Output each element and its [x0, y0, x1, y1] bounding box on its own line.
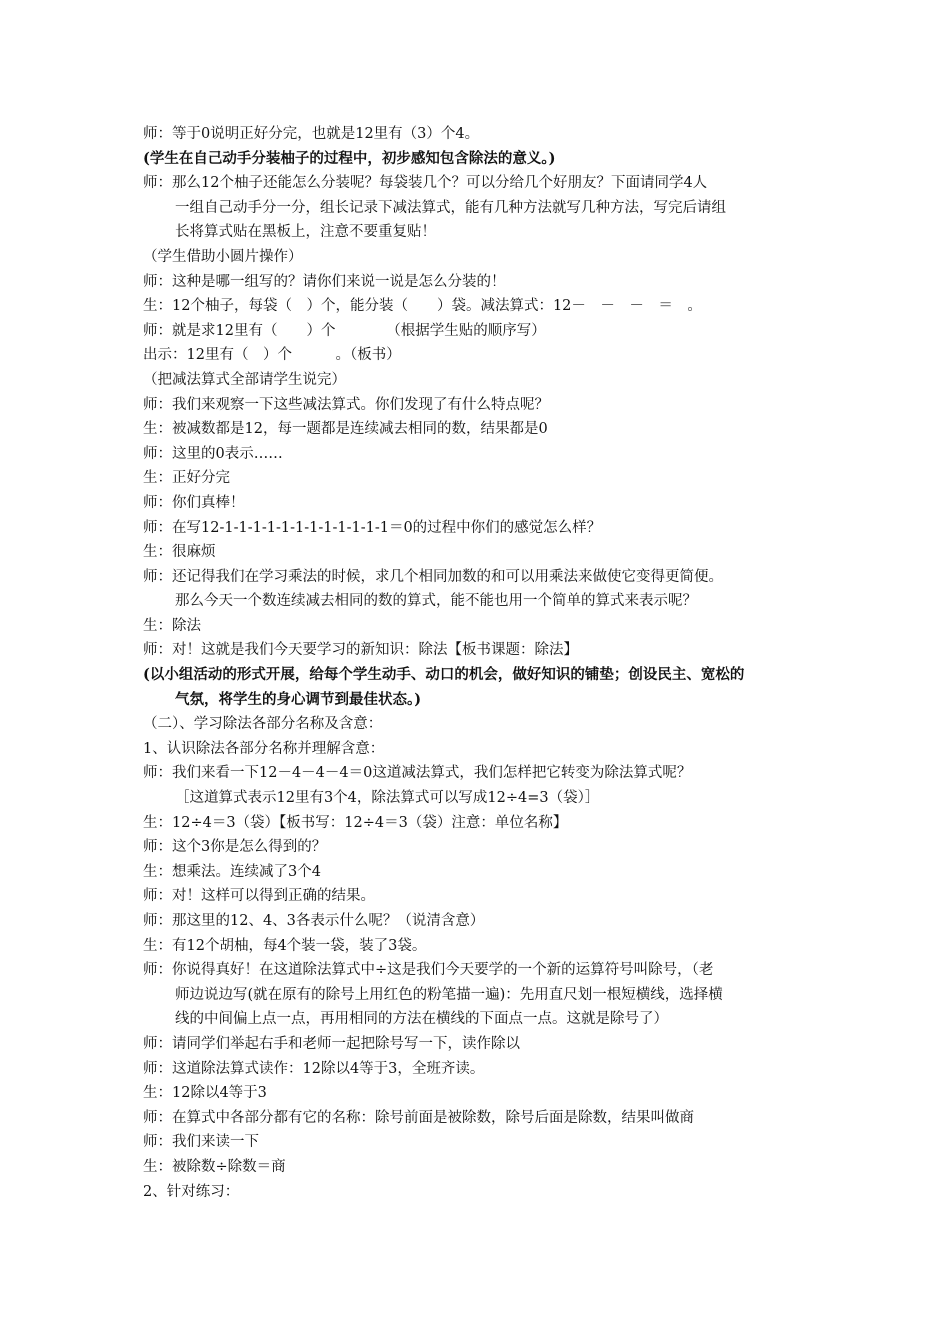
- text-line: 生：被除数÷除数＝商: [143, 1158, 286, 1175]
- lesson-text: [143, 122, 815, 1204]
- text-line: 师：你说得真好！在这道除法算式中÷这是我们今天要学的一个新的运算符号叫除号，（老: [143, 962, 714, 979]
- text-line: 线的中间偏上点一点，再用相同的方法在横线的下面点一点。这就是除号了）: [175, 1011, 668, 1028]
- text-line: 师：我们来看一下12－4－4－4＝0这道减法算式，我们怎样把它转变为除法算式呢？: [143, 765, 692, 782]
- text-line: 生：被减数都是12，每一题都是连续减去相同的数，结果都是0: [143, 421, 548, 438]
- text-line: 生：12÷4＝3（袋）【板书写：12÷4＝3（袋）注意：单位名称】: [143, 814, 568, 831]
- text-line: （二）、学习除法各部分名称及含意：: [143, 716, 383, 733]
- text-line: 生：有12个胡柚，每4个装一袋，装了3袋。: [143, 937, 427, 954]
- text-line: 生：12个柚子，每袋（ ）个，能分装（ ）袋。减法算式：12－ － － ＝ 。: [143, 298, 702, 315]
- text-line: 师：这个3你是怎么得到的？: [143, 839, 327, 856]
- text-line: 生：正好分完: [143, 470, 230, 487]
- text-line: 师：你们真棒！: [143, 494, 245, 511]
- text-line: 一组自己动手分一分，组长记录下减法算式，能有几种方法就写几种方法，写完后请组: [175, 199, 726, 216]
- text-line: 生：除法: [143, 617, 201, 634]
- text-line: 生：12除以4等于3: [143, 1085, 267, 1102]
- text-line: 师边说边写(就在原有的除号上用红色的粉笔描一遍)：先用直尺划一根短横线，选择横: [175, 986, 723, 1003]
- text-line: 师：这里的0表示……: [143, 445, 283, 462]
- text-line: 师：这道除法算式读作：12除以4等于3，全班齐读。: [143, 1060, 485, 1077]
- text-line: 师：在算式中各部分都有它的名称：除号前面是被除数，除号后面是除数，结果叫做商: [143, 1109, 694, 1126]
- text-line: （把减法算式全部请学生说完）: [143, 371, 346, 388]
- text-line: 师：对！这样可以得到正确的结果。: [143, 888, 375, 905]
- text-line: (学生在自己动手分装柚子的过程中，初步感知包含除法的意义。): [143, 149, 556, 167]
- text-line: 2、针对练习：: [143, 1183, 240, 1200]
- text-line: 师：在写12-1-1-1-1-1-1-1-1-1-1-1-1＝0的过程中你们的感觉怎么样？: [143, 519, 602, 536]
- text-line: 师：还记得我们在学习乘法的时候，求几个相同加数的和可以用乘法来做使它变得更简便。: [143, 568, 723, 585]
- text-line: 师：这种是哪一组写的？请你们来说一说是怎么分装的！: [143, 273, 506, 290]
- text-line: 师：等于0说明正好分完，也就是12里有（3）个4。: [143, 126, 480, 142]
- text-line: 师：那么12个柚子还能怎么分装呢？每袋装几个？可以分给几个好朋友？下面请同学4人: [143, 175, 708, 192]
- text-line: 师：那这里的12、4、3各表示什么呢？（说清含意）: [143, 913, 485, 929]
- text-line: 师：请同学们举起右手和老师一起把除号写一下，读作除以: [143, 1035, 520, 1052]
- text-line: （学生借助小圆片操作）: [143, 248, 303, 265]
- text-line: 生：很麻烦: [143, 544, 216, 561]
- text-line: 师：对！这就是我们今天要学习的新知识：除法【板书课题：除法】: [143, 642, 578, 659]
- text-line: 师：我们来读一下: [143, 1134, 259, 1151]
- text-line: 出示：12里有（ ）个 。（板书）: [143, 347, 401, 364]
- text-line: 师：就是求12里有（ ）个 （根据学生贴的顺序写）: [143, 322, 546, 339]
- text-line: 生：想乘法。连续减了3个4: [143, 863, 321, 880]
- text-line: 那么今天一个数连续减去相同的数的算式，能不能也用一个简单的算式来表示呢？: [175, 593, 697, 610]
- text-line: ［这道算式表示12里有3个4，除法算式可以写成12÷4=3（袋）］: [175, 790, 600, 807]
- text-line: 1、认识除法各部分名称并理解含意：: [143, 740, 385, 757]
- text-line: 师：我们来观察一下这些减法算式。你们发现了有什么特点呢？: [143, 396, 549, 413]
- text-line: 长将算式贴在黑板上，注意不要重复贴！: [175, 224, 436, 241]
- text-line: 气氛，将学生的身心调节到最佳状态。): [175, 690, 422, 708]
- text-line: (以小组活动的形式开展，给每个学生动手、动口的机会，做好知识的铺垫；创设民主、宽松的: [143, 666, 745, 684]
